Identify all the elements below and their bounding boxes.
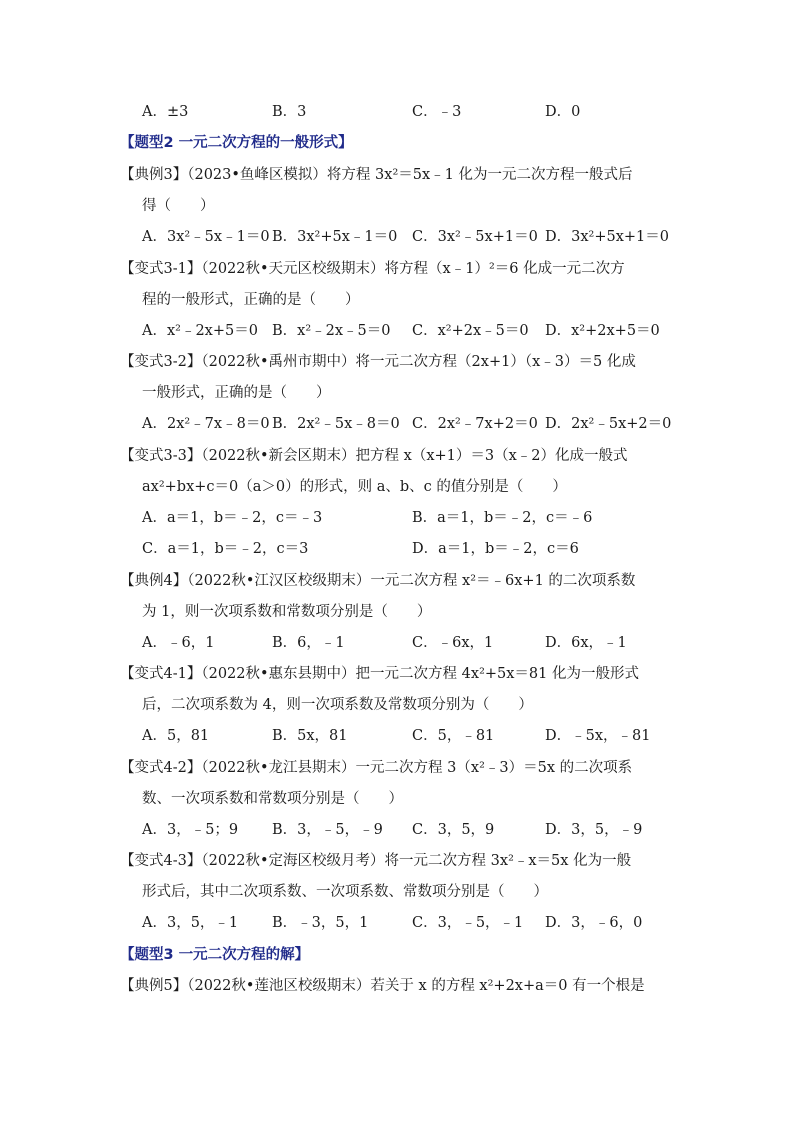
option-a: A．3，5，﹣1 xyxy=(142,915,239,931)
option-b: B．2x²﹣5x﹣8＝0 xyxy=(272,416,400,432)
question-4-1-line-1: 【变式4-1】（2022秋•惠东县期中）把一元二次方程 4x²+5x＝81 化为一般形式 xyxy=(120,666,639,682)
question-3-3-line-2: ax²+bx+c＝0（a＞0）的形式，则 a、b、c 的值分别是（ ） xyxy=(142,479,567,495)
option-d: D．a＝1，b＝﹣2，c＝6 xyxy=(412,541,579,557)
question-3-1-line-2: 程的一般形式，正确的是（ ） xyxy=(142,292,360,308)
section-heading-3: 【题型3 一元二次方程的解】 xyxy=(120,947,310,963)
option-a: A．a＝1，b＝﹣2，c＝﹣3 xyxy=(142,510,323,526)
option-a: A．2x²﹣7x﹣8＝0 xyxy=(142,416,270,432)
option-c: C．﹣3 xyxy=(412,104,462,120)
question-4-line-2: 为 1，则一次项系数和常数项分别是（ ） xyxy=(142,604,432,620)
option-b: B．3x²+5x﹣1＝0 xyxy=(272,229,398,245)
option-d: D．3，5，﹣9 xyxy=(545,822,643,838)
option-a: A．x²﹣2x+5＝0 xyxy=(142,323,258,339)
question-4-options xyxy=(0,633,794,657)
option-c: C．﹣6x，1 xyxy=(412,635,494,651)
question-3-1-line-1: 【变式3-1】（2022秋•天元区校级期末）将方程（x﹣1）²＝6 化成一元二次方 xyxy=(120,261,625,277)
question-3-options xyxy=(0,227,794,251)
question-3-2-line-1: 【变式3-2】（2022秋•禹州市期中）将一元二次方程（2x+1）（x﹣3）＝5 化成 xyxy=(120,354,636,370)
option-c: C．3，﹣5，﹣1 xyxy=(412,915,524,931)
option-d: D．x²+2x+5＝0 xyxy=(545,323,660,339)
question-3-1-options xyxy=(0,321,794,345)
option-b: B．3 xyxy=(272,104,307,120)
option-b: B．5x，81 xyxy=(272,728,348,744)
question-4-line-1: 【典例4】（2022秋•江汉区校级期末）一元二次方程 x²＝﹣6x+1 的二次项系数 xyxy=(120,573,636,589)
option-a: A．3，﹣5；9 xyxy=(142,822,239,838)
question-3-line-2: 得（ ） xyxy=(142,198,215,214)
question-4-3-line-1: 【变式4-3】（2022秋•定海区校级月考）将一元二次方程 3x²﹣x＝5x 化为一般 xyxy=(120,853,632,869)
prev-question-options xyxy=(0,102,794,126)
option-b: B．﹣3，5，1 xyxy=(272,915,369,931)
option-d: D．﹣5x，﹣81 xyxy=(545,728,651,744)
option-c: C．a＝1，b＝﹣2，c＝3 xyxy=(142,541,309,557)
question-3-3-line-1: 【变式3-3】（2022秋•新会区期末）把方程 x（x+1）＝3（x﹣2）化成一般式 xyxy=(120,448,628,464)
option-d: D．6x，﹣1 xyxy=(545,635,627,651)
option-a: A．﹣6，1 xyxy=(142,635,215,651)
question-3-2-line-2: 一般形式，正确的是（ ） xyxy=(142,385,331,401)
option-a: A．±3 xyxy=(142,104,189,120)
option-c: C．2x²﹣7x+2＝0 xyxy=(412,416,538,432)
option-b: B．a＝1，b＝﹣2，c＝﹣6 xyxy=(412,510,593,526)
section-heading-2: 【题型2 一元二次方程的一般形式】 xyxy=(120,135,353,151)
option-b: B．6，﹣1 xyxy=(272,635,345,651)
option-c: C．3x²﹣5x+1＝0 xyxy=(412,229,538,245)
option-b: B．3，﹣5，﹣9 xyxy=(272,822,383,838)
question-3-3-options-row-1 xyxy=(0,508,794,532)
option-d: D．3x²+5x+1＝0 xyxy=(545,229,669,245)
option-d: D．3，﹣6，0 xyxy=(545,915,643,931)
question-3-3-options-row-2 xyxy=(0,539,794,563)
option-d: D．2x²﹣5x+2＝0 xyxy=(545,416,672,432)
option-a: A．3x²﹣5x﹣1＝0 xyxy=(142,229,270,245)
question-3-line-1: 【典例3】（2023•鱼峰区模拟）将方程 3x²＝5x﹣1 化为一元二次方程一般式后 xyxy=(120,167,633,183)
question-4-2-line-2: 数、一次项系数和常数项分别是（ ） xyxy=(142,791,403,807)
question-4-3-line-2: 形式后，其中二次项系数、一次项系数、常数项分别是（ ） xyxy=(142,884,548,900)
option-c: C．5，﹣81 xyxy=(412,728,495,744)
question-4-1-options xyxy=(0,726,794,750)
question-4-2-line-1: 【变式4-2】（2022秋•龙江县期末）一元二次方程 3（x²﹣3）＝5x 的二次项系 xyxy=(120,760,633,776)
option-b: B．x²﹣2x﹣5＝0 xyxy=(272,323,391,339)
question-3-2-options xyxy=(0,414,794,438)
question-4-3-options xyxy=(0,913,794,937)
option-a: A．5，81 xyxy=(142,728,210,744)
option-c: C．x²+2x﹣5＝0 xyxy=(412,323,529,339)
option-c: C．3，5，9 xyxy=(412,822,495,838)
question-4-1-line-2: 后，二次项系数为 4，则一次项系数及常数项分别为（ ） xyxy=(142,697,533,713)
option-d: D．0 xyxy=(545,104,581,120)
question-4-2-options xyxy=(0,820,794,844)
question-5-line-1: 【典例5】（2022秋•莲池区校级期末）若关于 x 的方程 x²+2x+a＝0 有一个根是 xyxy=(120,978,645,994)
